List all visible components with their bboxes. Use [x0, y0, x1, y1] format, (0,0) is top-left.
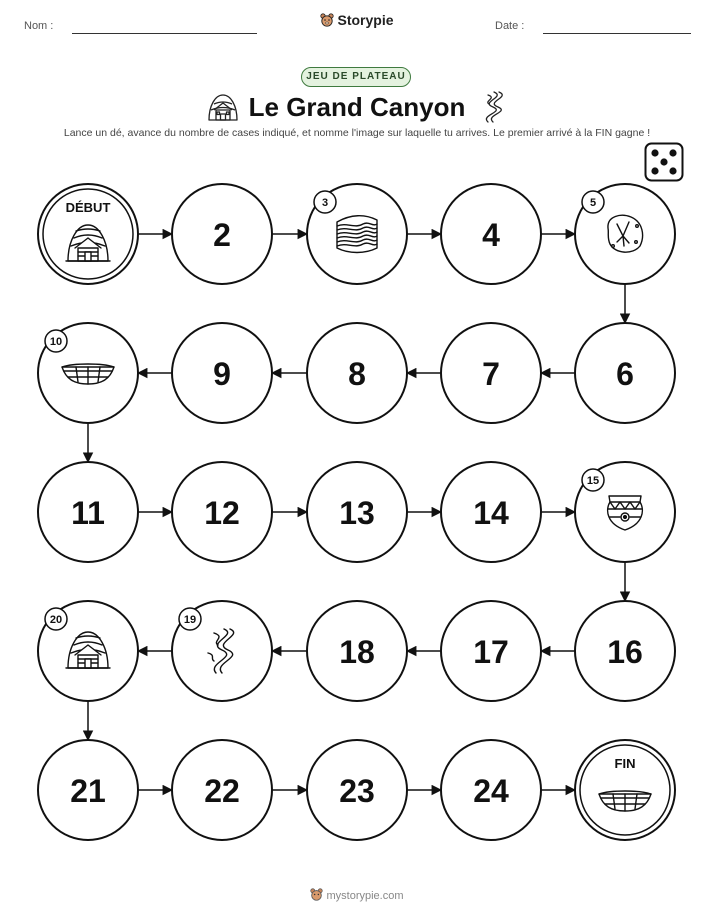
space-number: 3: [321, 197, 329, 209]
board-space: [172, 323, 272, 423]
board-space: [441, 184, 541, 284]
board-space: [441, 323, 541, 423]
board-space: [575, 740, 675, 840]
space-number: 12: [204, 495, 240, 531]
space-number: 17: [473, 634, 509, 670]
finish-label: FIN: [614, 756, 636, 771]
board-space: [172, 740, 272, 840]
space-number: 8: [348, 356, 366, 392]
page-title: Le Grand Canyon: [248, 92, 466, 122]
board-space: [307, 323, 407, 423]
board-space: [38, 462, 138, 562]
space-number: 10: [49, 336, 63, 348]
board-space: [172, 601, 272, 701]
game-type-badge: JEU DE PLATEAU: [301, 67, 411, 87]
board-space: [38, 740, 138, 840]
fossil-icon: [608, 215, 643, 252]
board-space: [172, 184, 272, 284]
board-space: [575, 601, 675, 701]
board-space: [441, 462, 541, 562]
space-number: 22: [204, 773, 240, 809]
brand-name: Storypie: [337, 12, 394, 28]
name-label: Nom :: [24, 20, 54, 32]
space-number: 7: [482, 356, 500, 392]
space-number: 11: [71, 495, 105, 531]
space-number: 9: [213, 356, 231, 392]
board-space: [441, 601, 541, 701]
space-number: 5: [589, 197, 597, 209]
space-number: 6: [616, 356, 634, 392]
board-space: [307, 740, 407, 840]
space-number: 21: [70, 773, 106, 809]
instructions: Lance un dé, avance du nombre de cases indiqué, et nomme l'image sur laquelle tu arrives. Le premier arrivé à la FIN gagne !: [63, 127, 651, 139]
space-number: 2: [213, 217, 231, 253]
space-number: 19: [183, 614, 197, 626]
space-number: 23: [339, 773, 375, 809]
footer-bear-icon: [310, 888, 323, 904]
board-space: [441, 740, 541, 840]
space-number: 24: [473, 773, 509, 809]
space-number: 18: [339, 634, 375, 670]
space-number: 4: [482, 217, 500, 253]
board-space: [307, 462, 407, 562]
space-number: 13: [339, 495, 375, 531]
start-label: DÉBUT: [65, 200, 111, 215]
space-number: 15: [586, 475, 600, 487]
footer: [0, 888, 714, 904]
space-number: 16: [607, 634, 643, 670]
rock-layers-icon: [337, 216, 377, 253]
space-number: 14: [473, 495, 509, 531]
space-number: 20: [49, 614, 63, 626]
board-space: [172, 462, 272, 562]
date-label: Date :: [495, 20, 525, 32]
board-space: [575, 323, 675, 423]
footer-url: mystorypie.com: [326, 889, 404, 902]
board-space: [307, 601, 407, 701]
